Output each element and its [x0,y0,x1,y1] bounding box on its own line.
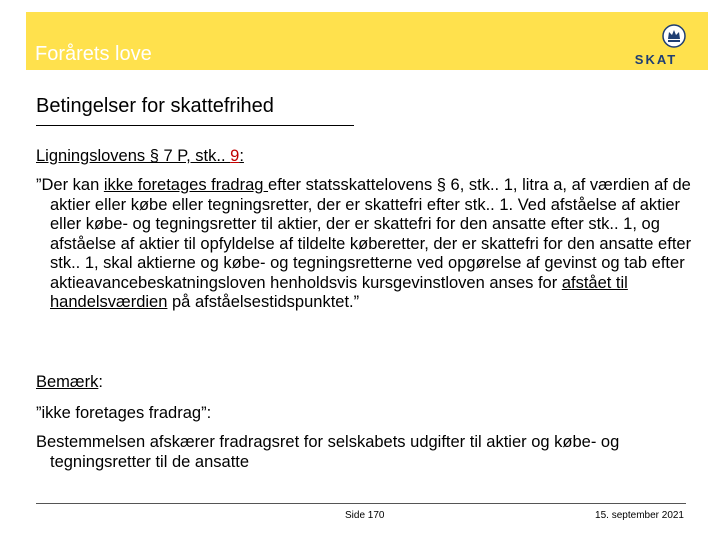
law-quote [36,176,710,313]
remark-label: Bemærk [36,373,99,391]
slide-subtitle: Betingelser for skattefrihed [36,95,274,117]
subtitle-divider [36,125,354,126]
law-reference-number: 9 [230,147,240,165]
law-reference [36,147,244,167]
quote-end: på afståelsestidspunktet.” [167,293,360,311]
law-reference-prefix: Ligningslovens § 7 P, stk.. [36,147,231,165]
footer-date: 15. september 2021 [595,510,684,521]
page-number: Side 170 [345,510,385,521]
quote-open: ”Der kan [36,176,104,194]
remark-heading [36,373,103,393]
remark-explanation: Bestemmelsen afskærer fradragsret for selskabets udgifter til aktier og købe- og tegningsretter til de ansatte [36,433,620,471]
quote-middle: efter statsskattelovens § 6, stk.. 1, litra a, af værdien af de aktier eller købe eller tegningsretter, der er skattefri efter stk.. 1. Ved afståelse af aktier eller købe- og tegningsretter til aktier, der er skattefri for den ansatte efter stk.. 1, og afståelse af aktier til opfyldelse af tildelte køberetter, der er skattefri for den ansatte efter stk.. 1, skal aktierne og købe- og tegningsretterne ved opgørelse af gevinst og tab efter aktieavancebeskatningsloven henholdsvis kursgevinstloven anses for [50,176,692,292]
skat-logo [610,20,700,66]
law-reference-suffix: : [239,147,244,165]
quote-underlined-fradrag: ikke foretages fradrag [103,176,269,194]
remark-quote: ”ikke foretages fradrag”: [36,404,212,422]
slide-header-title: Forårets love [35,43,152,65]
footer-divider [36,503,686,504]
svg-text:SKAT: SKAT [634,52,678,66]
remark-colon: : [98,373,103,391]
header-bar [26,12,708,70]
quote-underlined-handelsvaerdi: afstået til handelsværdien [50,273,628,311]
